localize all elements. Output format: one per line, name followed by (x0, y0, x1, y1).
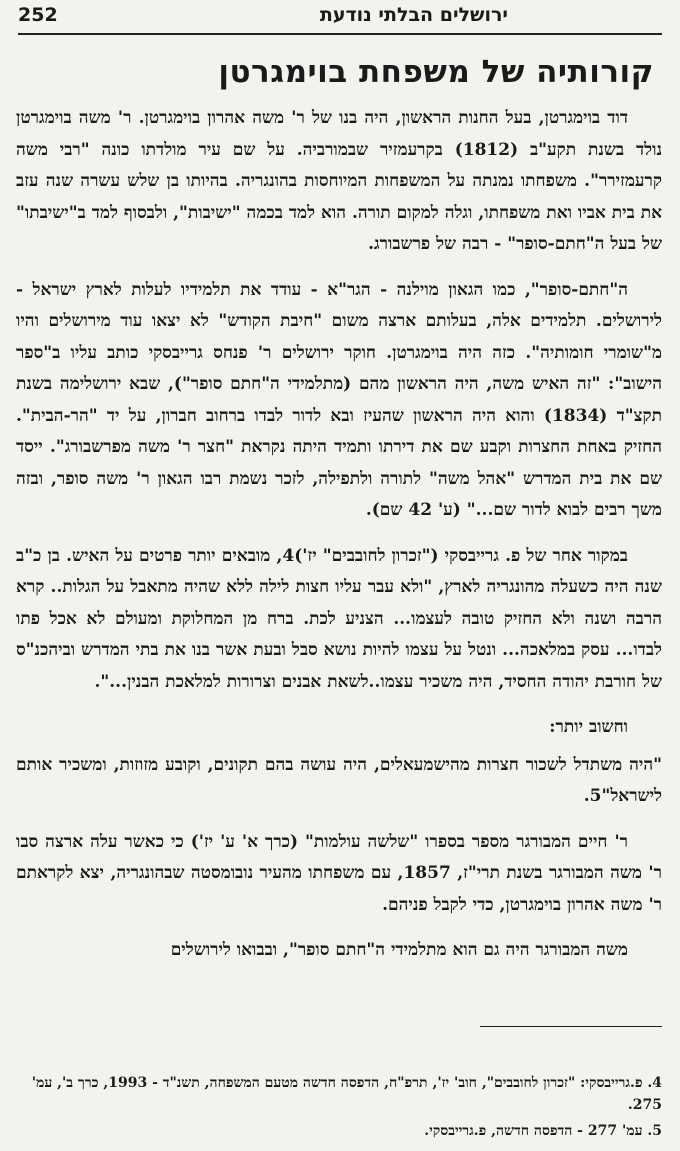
paragraph: דוד בוימגרטן, בעל החנות הראשון, היה בנו של ר' משה אהרון בוימגרטן. ר' משה בוימגרטן נולד בשנת תקע"ב (1812) בקרעמזיר שבמורביה. על שם עיר מולדתו כונה "רבי משה קרעמזירר". משפחתו נמנתה על המשפחות המיוחסות בהונגריה. בהיותו בן שלש עשרה שנה עזב את בית אביו ואת משפחתו, וגלה למקום תורה. הוא למד בכמה "ישיבות", ולבסוף למד ב"ישיבתו" של בעל ה"חתם-סופר" - רבה של פרשבורג. (16, 108, 662, 254)
page-number: 252 (18, 4, 58, 26)
footnote-rule (480, 1026, 662, 1027)
header-rule (18, 33, 662, 35)
footnote-5: 5. עמ' 277 - הדפסה חדשה, פ.גרייבסקי. (424, 1123, 662, 1139)
paragraph: ה"חתם-סופר", כמו הגאון מוילנה - הגר"א - עודד את תלמידיו לעלות לארץ ישראל - לירושלים. תלמידים אלה, בעלותם ארצה משום "חיבת הקודש" לא יצאו עוד מירושלים והיו מ"שומרי חומותיה". כזה היה בוימגרטן. חוקר ירושלים ר' פנחס גרייבסקי כותב עליו ב"ספר הישוב": "זה האיש משה, היה הראשון מהם (מתלמידי ה"חתם סופר"), שבא ירושלימה בשנת תקצ"ד (1834) והוא היה הראשון שהעיז ובא לדור לבדו ברחוב חברון, על יד "הר-הבית". החזיק באחת החצרות וקבע שם את דירתו ותמיד היתה נקראת "חצר ר' משה מפרשבורג". ייסד שם את בית המדרש "אהל משה" לתורה ולתפילה, לזכר נשמת רבו הגאון ר' משה סופר, ובזה משך רבים לבוא לדור שם..." (ע' 42 שם). (16, 279, 662, 520)
paragraph: משה המבורגר היה גם הוא מתלמידי ה"חתם סופר", ובבואו לירושלים (170, 940, 628, 960)
running-title: ירושלים הבלתי נודעת (319, 4, 508, 26)
body-text (16, 103, 662, 981)
running-header (0, 0, 680, 36)
footnotes (16, 1072, 662, 1146)
chapter-title: קורותיה של משפחת בוימגרטן (218, 54, 654, 90)
paragraph: ר' חיים המבורגר מספר בספרו "שלשה עולמות" (כרך א' ע' יז') כי כאשר עלה ארצה סבו ר' משה המבורגר בשנת תרי"ז, 1857, עם משפחתו מהעיר נובומסטה שבהונגריה, יצא לקראתם ר' משה אהרון בוימגרטן, כדי לקבל פניהם. (16, 831, 662, 915)
paragraph: במקור אחר של פ. גרייבסקי ("זכרון לחובבים" יז')4, מובאים יותר פרטים על האיש. בן כ"ב שנה היה כשעלה מהונגריה לארץ, "ולא עבר עליו חצות לילה ללא שהיה מתאבל על הגלות.. קרא הרבה ושנה ולא החזיק טובה לעצמו... הצניע לכת. ברח מן המחלוקת ומעולם לא אכל פתו לבדו... עסק במלאכה... ונטל על עצמו להיות נושא סבל ובעת אשר בנו את בתי המדרש וביהכנ"ס של חורבת יהודה החסיד, היה משכיר עצמו..לשאת אבנים וצרורות למלאכת הבנין...". (16, 545, 662, 692)
quote-paragraph: "היה משתדל לשכור חצרות מהישמעאלים, היה עושה בהם תקונים, וקובע מזוזות, ומשכיר אותם לישראל"5. (16, 754, 662, 806)
footnote-4: 4. פ.גרייבסקי: "זכרון לחובבים", חוב' יז', תרפ"ח, הדפסה חדשה מטעם המשפחה, תשנ"ד - 1993, כרך ב', עמ' 275. (31, 1075, 662, 1113)
paragraph: וחשוב יותר: (549, 717, 628, 737)
